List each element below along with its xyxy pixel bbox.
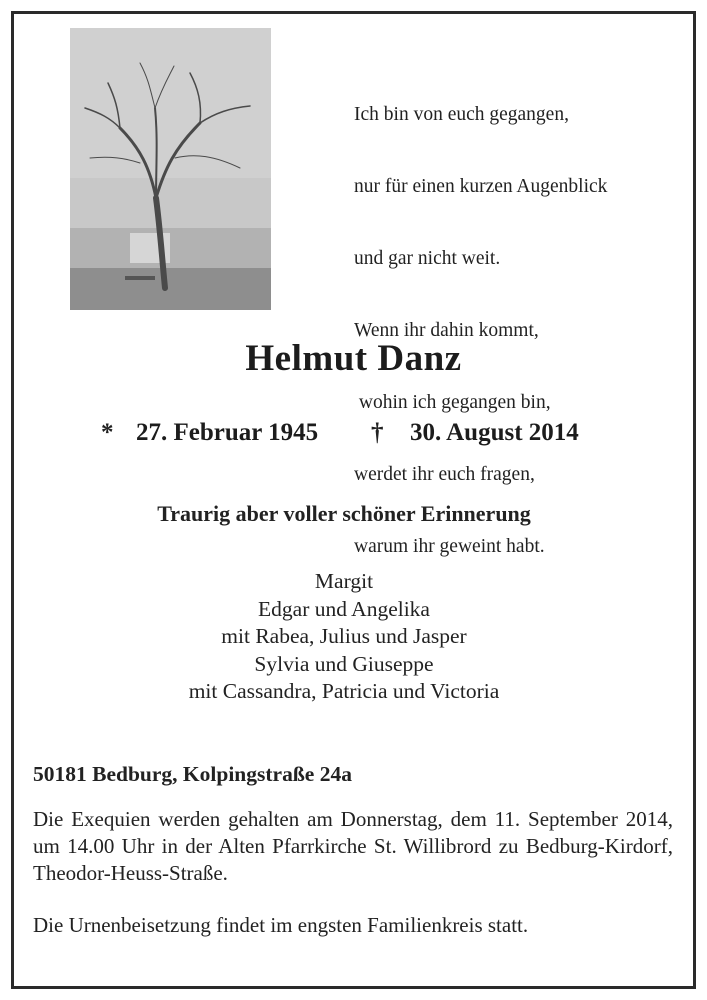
urn-text: Die Urnenbeisetzung findet im engsten Familienkreis statt. (33, 913, 529, 937)
family-line: Edgar und Angelika (258, 596, 430, 621)
poem-line: warum ihr geweint habt. (354, 536, 545, 557)
poem-line: Ich bin von euch gegangen, (354, 104, 569, 125)
service-text: Die Exequien werden gehalten am Donnerstag, dem 11. September 2014, um 14.00 Uhr in der Alten Pfarrkirche St. Willibrord zu Bedburg-Kirdorf, Theodor-Heuss-Straße. (33, 807, 673, 885)
poem-line: und gar nicht weit. (354, 248, 501, 269)
family-line: mit Cassandra, Patricia und Victoria (188, 679, 500, 703)
deceased-name: Helmut Danz (245, 338, 462, 379)
poem-line: wohin ich gegangen bin, (354, 392, 551, 413)
family-list (0, 568, 688, 706)
poem-line: Wenn ihr dahin kommt, (354, 320, 539, 341)
family-line: Sylvia und Giuseppe (254, 651, 434, 676)
tagline: Traurig aber voller schöner Erinnerung (157, 501, 531, 526)
family-line: mit Rabea, Julius und Jasper (221, 624, 467, 648)
poem-line: nur für einen kurzen Augenblick (354, 176, 608, 197)
death-date: 30. August 2014 (410, 419, 579, 446)
address: 50181 Bedburg, Kolpingstraße 24a (33, 762, 352, 786)
tree-by-lake-photo (70, 28, 271, 310)
death-symbol: † (371, 419, 384, 446)
birth-symbol: * (101, 419, 114, 446)
birth-date: 27. Februar 1945 (136, 419, 319, 446)
family-line: Margit (314, 569, 374, 593)
poem-line: werdet ihr euch fragen, (354, 464, 535, 485)
